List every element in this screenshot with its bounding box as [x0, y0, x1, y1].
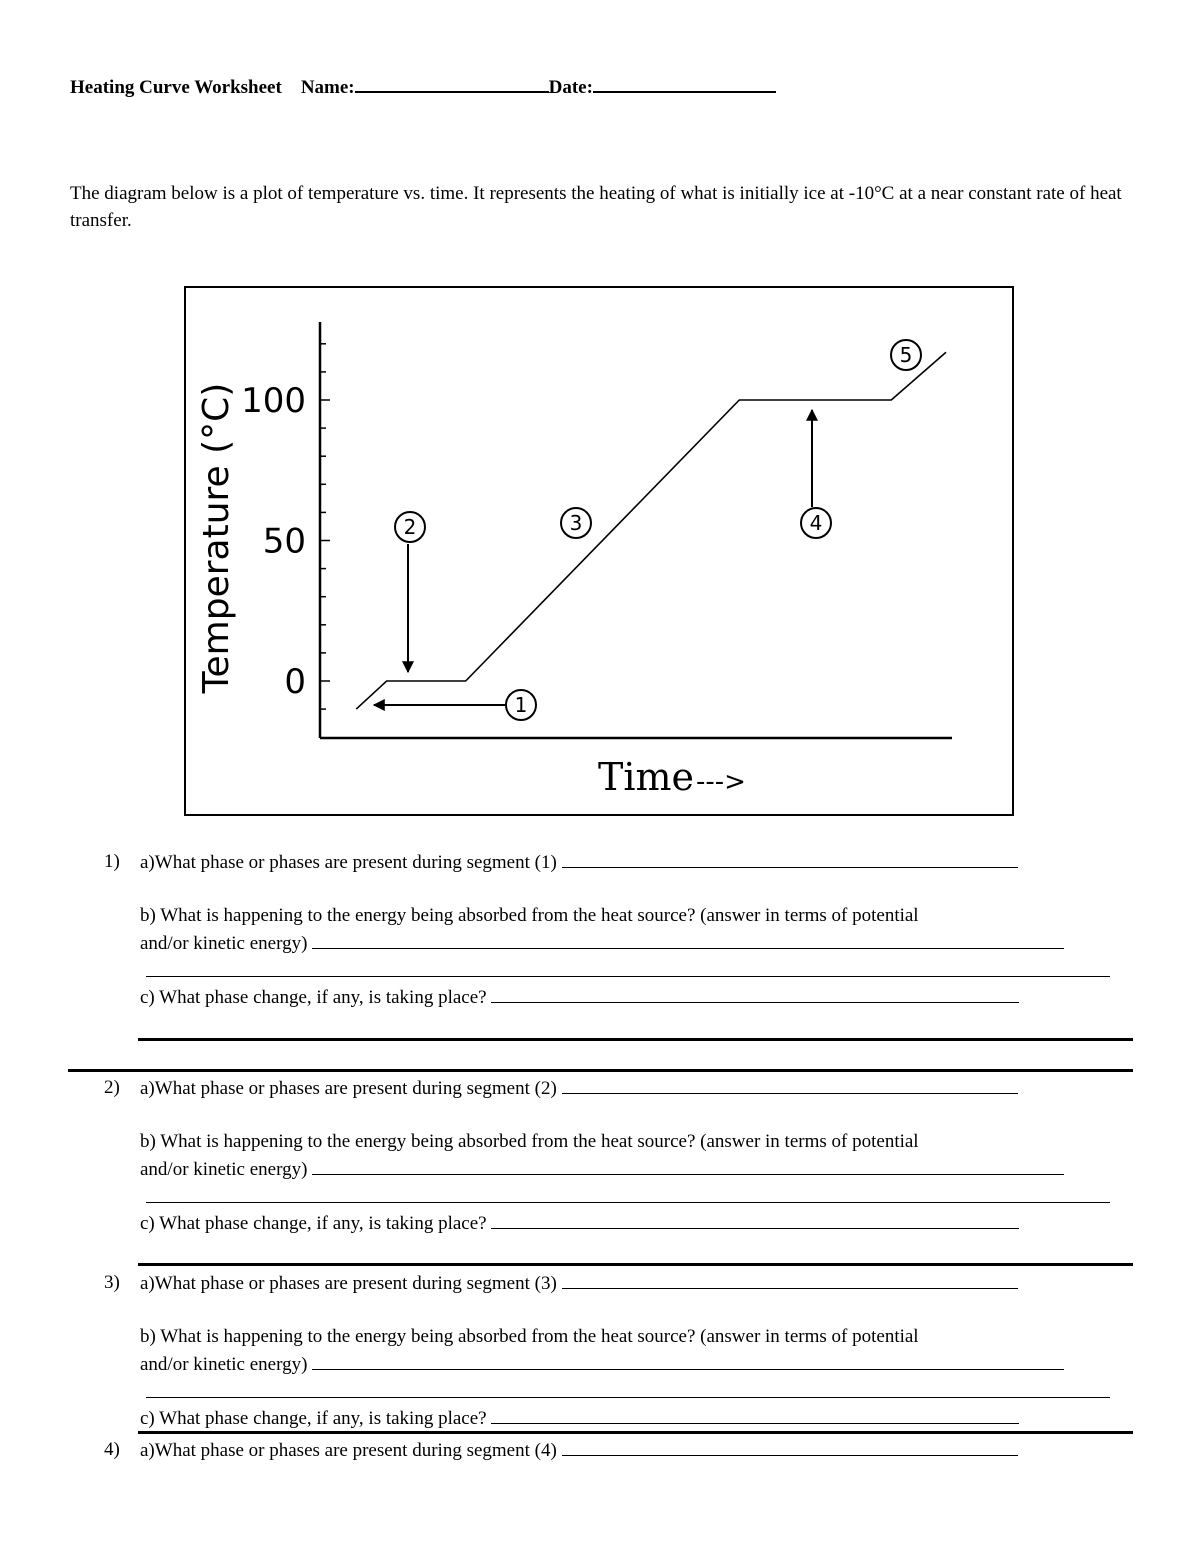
- q3-a-answer[interactable]: [562, 1269, 1018, 1289]
- q3-b-answer[interactable]: [312, 1350, 1064, 1370]
- q1-a-answer[interactable]: [562, 848, 1018, 868]
- q3-part-c: [140, 1404, 1019, 1432]
- q1-b-text: and/or kinetic energy): [140, 933, 308, 954]
- q1-part-a: [140, 848, 1018, 876]
- y-tick-label: 100: [241, 381, 306, 421]
- q1-c-text: c) What phase change, if any, is taking place?: [140, 987, 487, 1008]
- name-field[interactable]: [355, 72, 549, 93]
- divider: [138, 1263, 1133, 1266]
- q4-a-text: a)What phase or phases are present during segment (4): [140, 1440, 557, 1461]
- y-tick-label: 50: [262, 521, 306, 562]
- q3-b-answer-2[interactable]: [146, 1378, 1110, 1398]
- chart-svg: [186, 288, 1016, 818]
- q4-part-a: [140, 1436, 1018, 1464]
- q2-b-text: and/or kinetic energy): [140, 1159, 308, 1180]
- q3-b-line1: b) What is happening to the energy being absorbed from the heat source? (answer in terms of potential: [140, 1326, 919, 1347]
- segment-5-label: 5: [899, 343, 913, 367]
- q2-b-extra: [146, 1183, 1110, 1211]
- q1-b-answer[interactable]: [312, 929, 1064, 949]
- x-axis-label-arrow: --->: [696, 767, 746, 797]
- q1-a-text: a)What phase or phases are present during segment (1): [140, 852, 557, 873]
- q3-part-b: [140, 1350, 1064, 1378]
- q2-a-text: a)What phase or phases are present during segment (2): [140, 1078, 557, 1099]
- y-tick-label: 0: [284, 662, 306, 702]
- q1-number: 1): [104, 851, 120, 872]
- q2-b-answer-2[interactable]: [146, 1183, 1110, 1203]
- segment-1-label: 1: [514, 693, 528, 717]
- q2-c-text: c) What phase change, if any, is taking place?: [140, 1213, 487, 1234]
- name-label: Name:: [300, 77, 355, 98]
- q2-a-answer[interactable]: [562, 1074, 1018, 1094]
- q2-part-c: [140, 1209, 1019, 1237]
- intro-paragraph: The diagram below is a plot of temperature vs. time. It represents the heating of what is initially ice at -10°C at a near constant rate of heat transfer.: [70, 183, 1122, 231]
- divider: [138, 1431, 1133, 1434]
- q1-part-c: [140, 983, 1019, 1011]
- date-field[interactable]: [593, 72, 776, 93]
- q1-c-answer[interactable]: [491, 983, 1019, 1003]
- segment-4-label: 4: [809, 511, 823, 535]
- q1-b-line1: b) What is happening to the energy being absorbed from the heat source? (answer in terms of potential: [140, 905, 919, 926]
- heating-curve-chart: [184, 286, 1014, 816]
- q3-c-text: c) What phase change, if any, is taking place?: [140, 1408, 487, 1429]
- q2-c-answer[interactable]: [491, 1209, 1019, 1229]
- q2-number: 2): [104, 1077, 120, 1098]
- q1-b-answer-2[interactable]: [146, 957, 1110, 977]
- q3-number: 3): [104, 1272, 120, 1293]
- q3-c-answer[interactable]: [491, 1404, 1019, 1424]
- q1-part-b: [140, 929, 1064, 957]
- q2-b-answer[interactable]: [312, 1155, 1064, 1175]
- q4-a-answer[interactable]: [562, 1436, 1018, 1456]
- q1-b-extra: [146, 957, 1110, 985]
- q2-part-b: [140, 1155, 1064, 1183]
- x-axis-label-time: Time: [598, 755, 695, 799]
- q3-a-text: a)What phase or phases are present during segment (3): [140, 1273, 557, 1294]
- date-label: Date:: [548, 77, 593, 98]
- q4-number: 4): [104, 1439, 120, 1460]
- segment-2-label: 2: [403, 515, 417, 539]
- worksheet-title: Heating Curve Worksheet: [70, 77, 282, 98]
- q2-part-a: [140, 1074, 1018, 1102]
- divider: [138, 1038, 1133, 1041]
- q3-b-extra: [146, 1378, 1110, 1406]
- segment-3-label: 3: [569, 511, 583, 535]
- heating-curve-line: [356, 352, 946, 709]
- q2-b-line1: b) What is happening to the energy being absorbed from the heat source? (answer in terms of potential: [140, 1131, 919, 1152]
- divider: [68, 1069, 1133, 1072]
- q3-b-text: and/or kinetic energy): [140, 1354, 308, 1375]
- worksheet-header: [70, 72, 776, 99]
- q3-part-a: [140, 1269, 1018, 1297]
- y-axis-label: Temperature (°C): [196, 382, 237, 694]
